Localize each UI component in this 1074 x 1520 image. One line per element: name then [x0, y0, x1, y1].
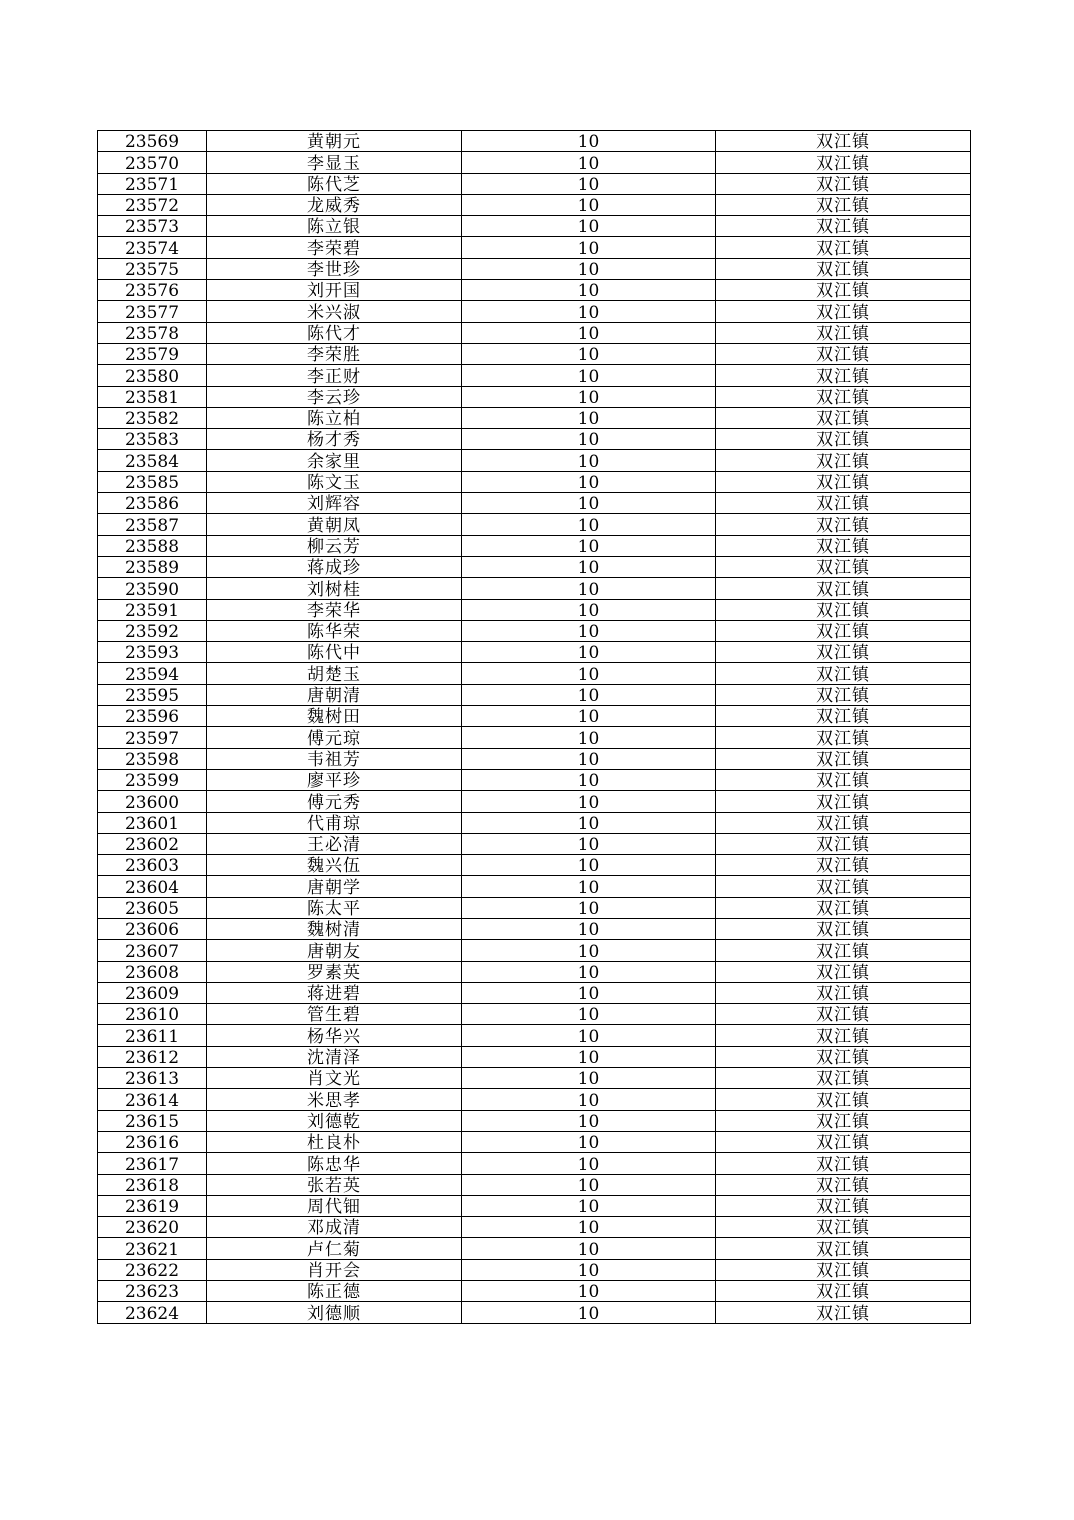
amount-cell: 10 [462, 1153, 716, 1174]
town-cell: 双江镇 [716, 876, 971, 897]
amount-cell: 10 [462, 237, 716, 258]
table-row [98, 493, 971, 514]
amount-cell: 10 [462, 131, 716, 152]
amount-cell: 10 [462, 556, 716, 577]
amount-cell: 10 [462, 812, 716, 833]
table-row [98, 1238, 971, 1259]
table-row [98, 812, 971, 833]
amount-cell: 10 [462, 471, 716, 492]
person-name-cell: 陈忠华 [207, 1153, 462, 1174]
serial-number-cell: 23575 [98, 258, 207, 279]
town-cell: 双江镇 [716, 1153, 971, 1174]
amount-cell: 10 [462, 322, 716, 343]
table-row [98, 152, 971, 173]
amount-cell: 10 [462, 1025, 716, 1046]
town-cell: 双江镇 [716, 727, 971, 748]
table-row [98, 1089, 971, 1110]
town-cell: 双江镇 [716, 514, 971, 535]
town-cell: 双江镇 [716, 684, 971, 705]
serial-number-cell: 23607 [98, 940, 207, 961]
table-row [98, 535, 971, 556]
person-name-cell: 唐朝清 [207, 684, 462, 705]
person-name-cell: 刘辉容 [207, 493, 462, 514]
amount-cell: 10 [462, 706, 716, 727]
person-name-cell: 肖文光 [207, 1068, 462, 1089]
town-cell: 双江镇 [716, 131, 971, 152]
amount-cell: 10 [462, 343, 716, 364]
town-cell: 双江镇 [716, 748, 971, 769]
amount-cell: 10 [462, 1046, 716, 1067]
table-row [98, 706, 971, 727]
amount-cell: 10 [462, 684, 716, 705]
serial-number-cell: 23606 [98, 918, 207, 939]
table-row [98, 620, 971, 641]
person-name-cell: 龙威秀 [207, 194, 462, 215]
serial-number-cell: 23618 [98, 1174, 207, 1195]
amount-cell: 10 [462, 727, 716, 748]
table-row [98, 173, 971, 194]
serial-number-cell: 23585 [98, 471, 207, 492]
person-name-cell: 陈文玉 [207, 471, 462, 492]
table-row [98, 1281, 971, 1302]
person-name-cell: 唐朝学 [207, 876, 462, 897]
town-cell: 双江镇 [716, 1004, 971, 1025]
table-row [98, 1302, 971, 1323]
serial-number-cell: 23584 [98, 450, 207, 471]
amount-cell: 10 [462, 514, 716, 535]
person-name-cell: 魏树清 [207, 918, 462, 939]
amount-cell: 10 [462, 152, 716, 173]
amount-cell: 10 [462, 940, 716, 961]
person-name-cell: 黄朝元 [207, 131, 462, 152]
table-row [98, 1046, 971, 1067]
person-name-cell: 傅元秀 [207, 791, 462, 812]
town-cell: 双江镇 [716, 1281, 971, 1302]
person-name-cell: 李荣华 [207, 599, 462, 620]
amount-cell: 10 [462, 216, 716, 237]
amount-cell: 10 [462, 173, 716, 194]
amount-cell: 10 [462, 961, 716, 982]
person-name-cell: 余家里 [207, 450, 462, 471]
table-row [98, 982, 971, 1003]
town-cell: 双江镇 [716, 1302, 971, 1323]
serial-number-cell: 23621 [98, 1238, 207, 1259]
town-cell: 双江镇 [716, 322, 971, 343]
table-row [98, 791, 971, 812]
amount-cell: 10 [462, 599, 716, 620]
town-cell: 双江镇 [716, 343, 971, 364]
amount-cell: 10 [462, 833, 716, 854]
person-name-cell: 陈代芝 [207, 173, 462, 194]
town-cell: 双江镇 [716, 216, 971, 237]
serial-number-cell: 23573 [98, 216, 207, 237]
person-name-cell: 代甫琼 [207, 812, 462, 833]
table-row [98, 897, 971, 918]
table-row [98, 216, 971, 237]
person-name-cell: 李云珍 [207, 386, 462, 407]
amount-cell: 10 [462, 578, 716, 599]
table-row [98, 599, 971, 620]
serial-number-cell: 23583 [98, 429, 207, 450]
town-cell: 双江镇 [716, 173, 971, 194]
table-row [98, 1131, 971, 1152]
town-cell: 双江镇 [716, 855, 971, 876]
town-cell: 双江镇 [716, 982, 971, 1003]
person-name-cell: 魏树田 [207, 706, 462, 727]
town-cell: 双江镇 [716, 620, 971, 641]
person-name-cell: 陈正德 [207, 1281, 462, 1302]
amount-cell: 10 [462, 855, 716, 876]
serial-number-cell: 23593 [98, 642, 207, 663]
town-cell: 双江镇 [716, 897, 971, 918]
town-cell: 双江镇 [716, 1068, 971, 1089]
person-name-cell: 唐朝友 [207, 940, 462, 961]
town-cell: 双江镇 [716, 599, 971, 620]
town-cell: 双江镇 [716, 194, 971, 215]
table-row [98, 280, 971, 301]
amount-cell: 10 [462, 535, 716, 556]
serial-number-cell: 23582 [98, 407, 207, 428]
serial-number-cell: 23620 [98, 1217, 207, 1238]
town-cell: 双江镇 [716, 642, 971, 663]
table-row [98, 407, 971, 428]
serial-number-cell: 23602 [98, 833, 207, 854]
table-row [98, 642, 971, 663]
serial-number-cell: 23588 [98, 535, 207, 556]
table-row [98, 131, 971, 152]
amount-cell: 10 [462, 493, 716, 514]
town-cell: 双江镇 [716, 1131, 971, 1152]
amount-cell: 10 [462, 1238, 716, 1259]
person-name-cell: 傅元琼 [207, 727, 462, 748]
town-cell: 双江镇 [716, 918, 971, 939]
serial-number-cell: 23576 [98, 280, 207, 301]
person-name-cell: 黄朝凤 [207, 514, 462, 535]
serial-number-cell: 23605 [98, 897, 207, 918]
town-cell: 双江镇 [716, 429, 971, 450]
serial-number-cell: 23580 [98, 365, 207, 386]
amount-cell: 10 [462, 386, 716, 407]
table-row [98, 450, 971, 471]
amount-cell: 10 [462, 450, 716, 471]
town-cell: 双江镇 [716, 301, 971, 322]
table-row [98, 429, 971, 450]
serial-number-cell: 23587 [98, 514, 207, 535]
table-row [98, 855, 971, 876]
table-row [98, 1004, 971, 1025]
amount-cell: 10 [462, 642, 716, 663]
table-row [98, 237, 971, 258]
table-row [98, 769, 971, 790]
amount-cell: 10 [462, 258, 716, 279]
serial-number-cell: 23601 [98, 812, 207, 833]
table-row [98, 365, 971, 386]
amount-cell: 10 [462, 791, 716, 812]
town-cell: 双江镇 [716, 578, 971, 599]
person-name-cell: 张若英 [207, 1174, 462, 1195]
table-row [98, 833, 971, 854]
amount-cell: 10 [462, 1089, 716, 1110]
table-row [98, 556, 971, 577]
serial-number-cell: 23611 [98, 1025, 207, 1046]
town-cell: 双江镇 [716, 791, 971, 812]
serial-number-cell: 23590 [98, 578, 207, 599]
person-name-cell: 王必清 [207, 833, 462, 854]
amount-cell: 10 [462, 769, 716, 790]
serial-number-cell: 23617 [98, 1153, 207, 1174]
table-row [98, 578, 971, 599]
amount-cell: 10 [462, 1004, 716, 1025]
serial-number-cell: 23599 [98, 769, 207, 790]
amount-cell: 10 [462, 301, 716, 322]
amount-cell: 10 [462, 280, 716, 301]
person-name-cell: 杨华兴 [207, 1025, 462, 1046]
table-row [98, 386, 971, 407]
serial-number-cell: 23624 [98, 1302, 207, 1323]
person-name-cell: 刘德乾 [207, 1110, 462, 1131]
table-row [98, 1110, 971, 1131]
town-cell: 双江镇 [716, 812, 971, 833]
person-name-cell: 陈代中 [207, 642, 462, 663]
town-cell: 双江镇 [716, 1174, 971, 1195]
town-cell: 双江镇 [716, 365, 971, 386]
serial-number-cell: 23586 [98, 493, 207, 514]
serial-number-cell: 23594 [98, 663, 207, 684]
amount-cell: 10 [462, 897, 716, 918]
table-row [98, 684, 971, 705]
amount-cell: 10 [462, 918, 716, 939]
serial-number-cell: 23591 [98, 599, 207, 620]
serial-number-cell: 23604 [98, 876, 207, 897]
person-name-cell: 邓成清 [207, 1217, 462, 1238]
serial-number-cell: 23619 [98, 1195, 207, 1216]
town-cell: 双江镇 [716, 237, 971, 258]
serial-number-cell: 23622 [98, 1259, 207, 1280]
table-row [98, 1153, 971, 1174]
town-cell: 双江镇 [716, 940, 971, 961]
amount-cell: 10 [462, 1174, 716, 1195]
person-name-cell: 卢仁菊 [207, 1238, 462, 1259]
serial-number-cell: 23571 [98, 173, 207, 194]
table-row [98, 343, 971, 364]
serial-number-cell: 23572 [98, 194, 207, 215]
town-cell: 双江镇 [716, 152, 971, 173]
serial-number-cell: 23578 [98, 322, 207, 343]
amount-cell: 10 [462, 876, 716, 897]
person-name-cell: 陈代才 [207, 322, 462, 343]
person-name-cell: 杜良朴 [207, 1131, 462, 1152]
person-name-cell: 沈清泽 [207, 1046, 462, 1067]
table-row [98, 940, 971, 961]
person-name-cell: 蒋进碧 [207, 982, 462, 1003]
serial-number-cell: 23597 [98, 727, 207, 748]
town-cell: 双江镇 [716, 1110, 971, 1131]
person-name-cell: 陈太平 [207, 897, 462, 918]
town-cell: 双江镇 [716, 833, 971, 854]
person-name-cell: 刘开国 [207, 280, 462, 301]
serial-number-cell: 23614 [98, 1089, 207, 1110]
serial-number-cell: 23616 [98, 1131, 207, 1152]
person-name-cell: 管生碧 [207, 1004, 462, 1025]
amount-cell: 10 [462, 429, 716, 450]
serial-number-cell: 23615 [98, 1110, 207, 1131]
table-row [98, 1174, 971, 1195]
town-cell: 双江镇 [716, 1238, 971, 1259]
person-name-cell: 刘德顺 [207, 1302, 462, 1323]
person-name-cell: 周代钿 [207, 1195, 462, 1216]
town-cell: 双江镇 [716, 556, 971, 577]
person-name-cell: 罗素英 [207, 961, 462, 982]
person-name-cell: 米兴淑 [207, 301, 462, 322]
person-name-cell: 李正财 [207, 365, 462, 386]
town-cell: 双江镇 [716, 769, 971, 790]
amount-cell: 10 [462, 1302, 716, 1323]
serial-number-cell: 23600 [98, 791, 207, 812]
serial-number-cell: 23579 [98, 343, 207, 364]
person-name-cell: 米思孝 [207, 1089, 462, 1110]
table-row [98, 514, 971, 535]
person-name-cell: 李世珍 [207, 258, 462, 279]
serial-number-cell: 23612 [98, 1046, 207, 1067]
town-cell: 双江镇 [716, 493, 971, 514]
amount-cell: 10 [462, 1281, 716, 1302]
person-name-cell: 胡楚玉 [207, 663, 462, 684]
amount-cell: 10 [462, 748, 716, 769]
person-name-cell: 韦祖芳 [207, 748, 462, 769]
town-cell: 双江镇 [716, 961, 971, 982]
serial-number-cell: 23581 [98, 386, 207, 407]
town-cell: 双江镇 [716, 407, 971, 428]
amount-cell: 10 [462, 1068, 716, 1089]
person-name-cell: 廖平珍 [207, 769, 462, 790]
table-row [98, 301, 971, 322]
amount-cell: 10 [462, 1195, 716, 1216]
table-row [98, 258, 971, 279]
table-row [98, 1068, 971, 1089]
person-name-cell: 魏兴伍 [207, 855, 462, 876]
roster-table [97, 130, 971, 1324]
table-row [98, 1259, 971, 1280]
person-name-cell: 杨才秀 [207, 429, 462, 450]
table-row [98, 663, 971, 684]
amount-cell: 10 [462, 194, 716, 215]
person-name-cell: 柳云芳 [207, 535, 462, 556]
roster-body [98, 131, 971, 1324]
table-row [98, 1025, 971, 1046]
town-cell: 双江镇 [716, 386, 971, 407]
town-cell: 双江镇 [716, 1046, 971, 1067]
town-cell: 双江镇 [716, 706, 971, 727]
person-name-cell: 蒋成珍 [207, 556, 462, 577]
person-name-cell: 陈立柏 [207, 407, 462, 428]
town-cell: 双江镇 [716, 1089, 971, 1110]
table-row [98, 961, 971, 982]
serial-number-cell: 23570 [98, 152, 207, 173]
town-cell: 双江镇 [716, 280, 971, 301]
serial-number-cell: 23613 [98, 1068, 207, 1089]
serial-number-cell: 23610 [98, 1004, 207, 1025]
amount-cell: 10 [462, 365, 716, 386]
serial-number-cell: 23598 [98, 748, 207, 769]
amount-cell: 10 [462, 1217, 716, 1238]
serial-number-cell: 23592 [98, 620, 207, 641]
table-row [98, 876, 971, 897]
serial-number-cell: 23595 [98, 684, 207, 705]
amount-cell: 10 [462, 1131, 716, 1152]
person-name-cell: 陈华荣 [207, 620, 462, 641]
serial-number-cell: 23577 [98, 301, 207, 322]
amount-cell: 10 [462, 407, 716, 428]
table-row [98, 322, 971, 343]
person-name-cell: 陈立银 [207, 216, 462, 237]
town-cell: 双江镇 [716, 258, 971, 279]
person-name-cell: 李荣碧 [207, 237, 462, 258]
town-cell: 双江镇 [716, 535, 971, 556]
town-cell: 双江镇 [716, 1217, 971, 1238]
amount-cell: 10 [462, 1259, 716, 1280]
table-row [98, 918, 971, 939]
person-name-cell: 刘树桂 [207, 578, 462, 599]
serial-number-cell: 23609 [98, 982, 207, 1003]
town-cell: 双江镇 [716, 663, 971, 684]
person-name-cell: 李显玉 [207, 152, 462, 173]
table-row [98, 727, 971, 748]
serial-number-cell: 23603 [98, 855, 207, 876]
serial-number-cell: 23589 [98, 556, 207, 577]
table-row [98, 1217, 971, 1238]
town-cell: 双江镇 [716, 1259, 971, 1280]
town-cell: 双江镇 [716, 471, 971, 492]
table-row [98, 194, 971, 215]
amount-cell: 10 [462, 1110, 716, 1131]
amount-cell: 10 [462, 663, 716, 684]
town-cell: 双江镇 [716, 450, 971, 471]
amount-cell: 10 [462, 982, 716, 1003]
serial-number-cell: 23596 [98, 706, 207, 727]
serial-number-cell: 23569 [98, 131, 207, 152]
serial-number-cell: 23608 [98, 961, 207, 982]
town-cell: 双江镇 [716, 1025, 971, 1046]
table-row [98, 471, 971, 492]
serial-number-cell: 23623 [98, 1281, 207, 1302]
person-name-cell: 肖开会 [207, 1259, 462, 1280]
town-cell: 双江镇 [716, 1195, 971, 1216]
table-row [98, 1195, 971, 1216]
person-name-cell: 李荣胜 [207, 343, 462, 364]
amount-cell: 10 [462, 620, 716, 641]
table-row [98, 748, 971, 769]
serial-number-cell: 23574 [98, 237, 207, 258]
